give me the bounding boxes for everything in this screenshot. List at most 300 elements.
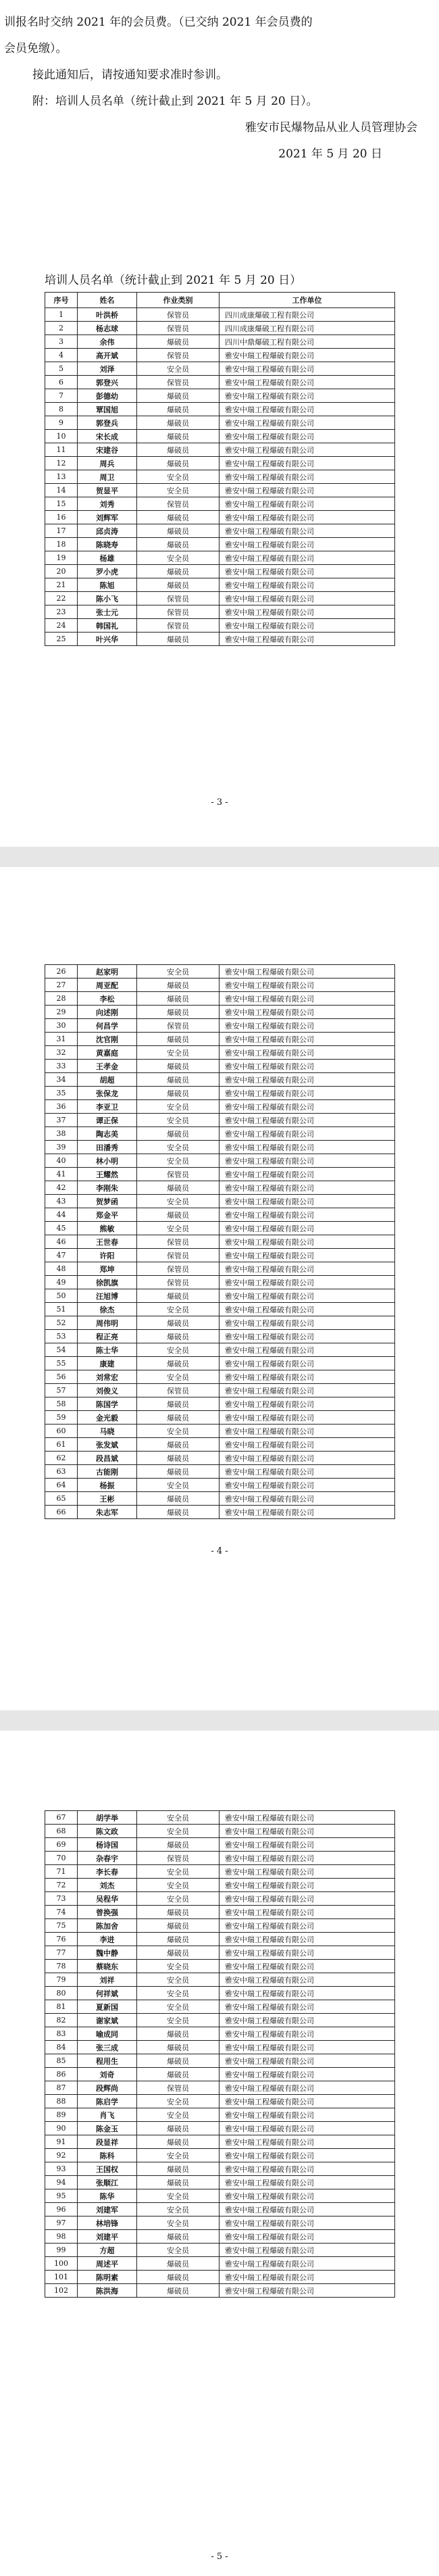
cell-category: 安全员 [137,551,220,565]
roster-body [45,1811,395,2298]
cell-category: 爆破员 [137,1452,220,1465]
cell-employer: 雅安中瑞工程爆破有限公司 [220,349,395,362]
cell-name: 肖飞 [78,2108,137,2122]
cell-name: 周伟明 [78,1316,137,1330]
cell-category: 爆破员 [137,1465,220,1479]
table-row [45,1289,395,1303]
table-row [45,1330,395,1343]
cell-employer: 雅安中瑞工程爆破有限公司 [220,1276,395,1289]
cell-name: 赵家明 [78,965,137,979]
cell-name: 胡学举 [78,1811,137,1825]
cell-category: 爆破员 [137,2054,220,2068]
cell-category: 安全员 [137,1343,220,1357]
cell-employer: 雅安中瑞工程爆破有限公司 [220,1006,395,1019]
cell-employer: 四川成康爆破工程有限公司 [220,308,395,322]
cell-index: 65 [45,1492,78,1506]
table-row [45,2108,395,2122]
page-number: - 4 - [211,1546,228,1556]
cell-name: 郑金平 [78,1208,137,1222]
document-page-4 [0,867,439,1710]
cell-index: 72 [45,1879,78,1892]
roster-table [45,964,395,1519]
cell-name: 余伟 [78,335,137,349]
cell-employer: 雅安中瑞工程爆破有限公司 [220,389,395,403]
cell-category: 爆破员 [137,511,220,524]
cell-name: 李松 [78,992,137,1006]
cell-employer: 四川中鼎爆破工程有限公司 [220,335,395,349]
cell-index: 37 [45,1114,78,1127]
cell-index: 47 [45,1249,78,1262]
cell-name: 陈加舍 [78,1919,137,1933]
cell-employer: 雅安中瑞工程爆破有限公司 [220,633,395,646]
cell-employer: 雅安中瑞工程爆破有限公司 [220,592,395,605]
cell-name: 周卫 [78,470,137,484]
cell-name: 周述平 [78,2257,137,2271]
cell-name: 陈明素 [78,2271,137,2284]
cell-name: 张三成 [78,2041,137,2054]
table-row [45,992,395,1006]
issue-date: 2021 年 5 月 20 日 [278,147,382,161]
cell-index: 7 [45,389,78,403]
cell-employer: 雅安中瑞工程爆破有限公司 [220,1479,395,1492]
cell-name: 陈启学 [78,2095,137,2108]
cell-employer: 雅安中瑞工程爆破有限公司 [220,2081,395,2095]
cell-index: 39 [45,1141,78,1154]
cell-employer: 雅安中瑞工程爆破有限公司 [220,1087,395,1100]
cell-index: 49 [45,1276,78,1289]
cell-employer: 雅安中瑞工程爆破有限公司 [220,2203,395,2216]
header-category: 作业类别 [137,293,220,308]
table-row [45,2189,395,2203]
cell-category: 爆破员 [137,1357,220,1370]
cell-employer: 雅安中瑞工程爆破有限公司 [220,1906,395,1919]
table-row [45,1316,395,1330]
cell-employer: 雅安中瑞工程爆破有限公司 [220,1852,395,1865]
table-row [45,416,395,430]
cell-employer: 雅安中瑞工程爆破有限公司 [220,1330,395,1343]
table-row [45,2135,395,2149]
cell-category: 爆破员 [137,538,220,551]
cell-index: 46 [45,1235,78,1249]
page-number: - 5 - [211,2552,228,2562]
cell-employer: 雅安中瑞工程爆破有限公司 [220,1127,395,1141]
cell-name: 王耀然 [78,1168,137,1181]
cell-category: 爆破员 [137,524,220,538]
cell-category: 爆破员 [137,389,220,403]
table-row [45,430,395,443]
cell-category: 保管员 [137,1262,220,1276]
cell-category: 安全员 [137,1370,220,1384]
cell-category: 安全员 [137,1892,220,1906]
cell-category: 保管员 [137,497,220,511]
cell-category: 爆破员 [137,1330,220,1343]
table-row [45,1208,395,1222]
cell-name: 邱贞涛 [78,524,137,538]
table-row [45,1154,395,1168]
cell-index: 85 [45,2054,78,2068]
cell-index: 23 [45,605,78,619]
cell-index: 9 [45,416,78,430]
table-row [45,1060,395,1073]
cell-index: 43 [45,1195,78,1208]
cell-index: 51 [45,1303,78,1316]
cell-employer: 雅安中瑞工程爆破有限公司 [220,1100,395,1114]
cell-name: 刘辉军 [78,511,137,524]
cell-employer: 雅安中瑞工程爆破有限公司 [220,1195,395,1208]
cell-employer: 雅安中瑞工程爆破有限公司 [220,565,395,578]
cell-index: 27 [45,979,78,992]
cell-name: 杂春宇 [78,1852,137,1865]
cell-employer: 雅安中瑞工程爆破有限公司 [220,1060,395,1073]
cell-employer: 雅安中瑞工程爆破有限公司 [220,1933,395,1946]
cell-employer: 雅安中瑞工程爆破有限公司 [220,1249,395,1262]
cell-employer: 雅安中瑞工程爆破有限公司 [220,497,395,511]
cell-index: 13 [45,470,78,484]
cell-category: 安全员 [137,1960,220,1973]
table-row [45,2054,395,2068]
cell-index: 91 [45,2135,78,2149]
cell-category: 安全员 [137,1303,220,1316]
table-row [45,362,395,376]
cell-index: 61 [45,1438,78,1452]
table-row [45,2257,395,2271]
cell-employer: 雅安中瑞工程爆破有限公司 [220,2271,395,2284]
cell-employer: 雅安中瑞工程爆破有限公司 [220,1411,395,1425]
table-row [45,484,395,497]
table-row [45,1343,395,1357]
table-row [45,524,395,538]
table-row [45,592,395,605]
cell-category: 爆破员 [137,1397,220,1411]
page-number: - 3 - [211,797,228,808]
cell-category: 爆破员 [137,1946,220,1960]
cell-category: 安全员 [137,1425,220,1438]
cell-index: 58 [45,1397,78,1411]
cell-employer: 雅安中瑞工程爆破有限公司 [220,1960,395,1973]
cell-employer: 雅安中瑞工程爆破有限公司 [220,2230,395,2244]
roster-title: 培训人员名单（统计截止到 2021 年 5 月 20 日） [45,274,302,287]
cell-name: 刘泽 [78,362,137,376]
header-name: 姓名 [78,293,137,308]
cell-index: 102 [45,2284,78,2298]
cell-category: 保管员 [137,1168,220,1181]
table-row [45,1838,395,1852]
cell-category: 爆破员 [137,992,220,1006]
cell-employer: 雅安中瑞工程爆破有限公司 [220,1222,395,1235]
cell-employer: 雅安中瑞工程爆破有限公司 [220,2000,395,2014]
table-row [45,605,395,619]
cell-employer: 雅安中瑞工程爆破有限公司 [220,1865,395,1879]
cell-employer: 雅安中瑞工程爆破有限公司 [220,1019,395,1033]
cell-category: 安全员 [137,2216,220,2230]
cell-name: 陈金玉 [78,2122,137,2135]
cell-category: 保管员 [137,592,220,605]
cell-category: 爆破员 [137,1411,220,1425]
cell-name: 郑坤 [78,1262,137,1276]
cell-category: 爆破员 [137,335,220,349]
cell-name: 方超 [78,2244,137,2257]
cell-employer: 四川成康爆破工程有限公司 [220,322,395,335]
cell-index: 67 [45,1811,78,1825]
cell-category: 安全员 [137,1987,220,2000]
table-row [45,1987,395,2000]
cell-index: 101 [45,2271,78,2284]
table-row [45,2244,395,2257]
cell-employer: 雅安中瑞工程爆破有限公司 [220,1397,395,1411]
cell-name: 熊敏 [78,1222,137,1235]
cell-index: 12 [45,457,78,470]
cell-category: 爆破员 [137,2230,220,2244]
cell-name: 向述刚 [78,1006,137,1019]
cell-name: 叶洪桥 [78,308,137,322]
cell-employer: 雅安中瑞工程爆破有限公司 [220,457,395,470]
cell-name: 高开斌 [78,349,137,362]
cell-category: 安全员 [137,470,220,484]
cell-category: 爆破员 [137,2176,220,2189]
cell-employer: 雅安中瑞工程爆破有限公司 [220,524,395,538]
table-row [45,1006,395,1019]
cell-index: 80 [45,1987,78,2000]
document-page-5 [0,1731,439,2576]
cell-employer: 雅安中瑞工程爆破有限公司 [220,1208,395,1222]
cell-category: 安全员 [137,2108,220,2122]
cell-employer: 雅安中瑞工程爆破有限公司 [220,1181,395,1195]
table-row [45,2176,395,2189]
cell-employer: 雅安中瑞工程爆破有限公司 [220,2216,395,2230]
cell-category: 安全员 [137,2014,220,2027]
cell-name: 徐凯旗 [78,1276,137,1289]
cell-category: 安全员 [137,2244,220,2257]
cell-index: 96 [45,2203,78,2216]
cell-name: 张顺江 [78,2176,137,2189]
cell-category: 安全员 [137,362,220,376]
cell-name: 王世春 [78,1235,137,1249]
cell-name: 贺梦函 [78,1195,137,1208]
cell-index: 71 [45,1865,78,1879]
table-row [45,1879,395,1892]
cell-category: 保管员 [137,322,220,335]
cell-employer: 雅安中瑞工程爆破有限公司 [220,403,395,416]
cell-index: 17 [45,524,78,538]
cell-category: 安全员 [137,1114,220,1127]
cell-index: 66 [45,1506,78,1519]
cell-index: 70 [45,1852,78,1865]
cell-name: 刘杰 [78,1879,137,1892]
cell-category: 保管员 [137,619,220,633]
cell-employer: 雅安中瑞工程爆破有限公司 [220,2095,395,2108]
cell-category: 爆破员 [137,1033,220,1046]
cell-name: 刘建平 [78,2230,137,2244]
cell-category: 爆破员 [137,1438,220,1452]
cell-employer: 雅安中瑞工程爆破有限公司 [220,2176,395,2189]
cell-index: 62 [45,1452,78,1465]
cell-category: 爆破员 [137,1006,220,1019]
cell-category: 爆破员 [137,2027,220,2041]
cell-employer: 雅安中瑞工程爆破有限公司 [220,1838,395,1852]
cell-name: 陈小飞 [78,592,137,605]
cell-category: 安全员 [137,1100,220,1114]
notice-line-2: 会员免缴）。 [4,42,68,55]
cell-name: 宋建谷 [78,443,137,457]
cell-employer: 雅安中瑞工程爆破有限公司 [220,1825,395,1838]
table-row [45,1168,395,1181]
cell-employer: 雅安中瑞工程爆破有限公司 [220,2135,395,2149]
cell-category: 安全员 [137,2000,220,2014]
cell-name: 何祥斌 [78,1987,137,2000]
table-row [45,335,395,349]
cell-name: 段辉尚 [78,2081,137,2095]
cell-employer: 雅安中瑞工程爆破有限公司 [220,376,395,389]
table-row [45,2027,395,2041]
header-employer: 工作单位 [220,293,395,308]
cell-category: 安全员 [137,1154,220,1168]
cell-index: 79 [45,1973,78,1987]
cell-name: 黄嘉庭 [78,1046,137,1060]
table-row [45,1452,395,1465]
table-row [45,2230,395,2244]
cell-index: 30 [45,1019,78,1033]
cell-employer: 雅安中瑞工程爆破有限公司 [220,578,395,592]
table-row [45,2149,395,2162]
cell-category: 保管员 [137,1852,220,1865]
cell-category: 安全员 [137,2095,220,2108]
cell-name: 李亚卫 [78,1100,137,1114]
cell-index: 10 [45,430,78,443]
table-row [45,308,395,322]
cell-index: 81 [45,2000,78,2014]
table-row [45,1825,395,1838]
cell-name: 陈国学 [78,1397,137,1411]
table-row [45,1033,395,1046]
cell-employer: 雅安中瑞工程爆破有限公司 [220,362,395,376]
cell-index: 74 [45,1906,78,1919]
cell-index: 19 [45,551,78,565]
cell-name: 胡超 [78,1073,137,1087]
cell-index: 3 [45,335,78,349]
cell-employer: 雅安中瑞工程爆破有限公司 [220,1357,395,1370]
cell-category: 爆破员 [137,443,220,457]
table-row [45,2000,395,2014]
table-row [45,349,395,362]
cell-category: 保管员 [137,1235,220,1249]
cell-index: 98 [45,2230,78,2244]
cell-employer: 雅安中瑞工程爆破有限公司 [220,2284,395,2298]
cell-category: 爆破员 [137,2122,220,2135]
cell-index: 63 [45,1465,78,1479]
cell-employer: 雅安中瑞工程爆破有限公司 [220,2189,395,2203]
roster-body [45,965,395,1519]
cell-name: 马晓 [78,1425,137,1438]
cell-name: 程正亮 [78,1330,137,1343]
cell-index: 86 [45,2068,78,2081]
cell-index: 29 [45,1006,78,1019]
table-row [45,1811,395,1825]
cell-name: 杨志球 [78,322,137,335]
table-row [45,1195,395,1208]
cell-index: 55 [45,1357,78,1370]
cell-category: 爆破员 [137,2162,220,2176]
cell-category: 安全员 [137,2203,220,2216]
table-row [45,457,395,470]
cell-index: 68 [45,1825,78,1838]
cell-employer: 雅安中瑞工程爆破有限公司 [220,416,395,430]
cell-name: 李长春 [78,1865,137,1879]
cell-name: 古能刚 [78,1465,137,1479]
cell-employer: 雅安中瑞工程爆破有限公司 [220,511,395,524]
table-row [45,2284,395,2298]
cell-name: 刘奇 [78,2068,137,2081]
cell-category: 保管员 [137,376,220,389]
cell-category: 爆破员 [137,2135,220,2149]
cell-category: 爆破员 [137,2068,220,2081]
cell-index: 56 [45,1370,78,1384]
cell-index: 20 [45,565,78,578]
cell-category: 爆破员 [137,2257,220,2271]
cell-employer: 雅安中瑞工程爆破有限公司 [220,1946,395,1960]
cell-category: 爆破员 [137,403,220,416]
table-row [45,1276,395,1289]
cell-name: 王彬 [78,1492,137,1506]
cell-name: 郭登兵 [78,416,137,430]
cell-index: 33 [45,1060,78,1073]
cell-employer: 雅安中瑞工程爆破有限公司 [220,1114,395,1127]
table-row [45,1919,395,1933]
cell-category: 安全员 [137,1811,220,1825]
attachment-note: 附：培训人员名单（统计截止到 2021 年 5 月 20 日）。 [32,95,318,108]
cell-name: 叶兴华 [78,633,137,646]
cell-category: 爆破员 [137,1933,220,1946]
cell-name: 王国权 [78,2162,137,2176]
cell-index: 76 [45,1933,78,1946]
cell-employer: 雅安中瑞工程爆破有限公司 [220,2149,395,2162]
table-row [45,1946,395,1960]
table-row [45,389,395,403]
cell-index: 41 [45,1168,78,1181]
cell-name: 李刚朱 [78,1181,137,1195]
notice-line-1: 训报名时交纳 2021 年的会员费。（已交纳 2021 年会员费的 [4,16,313,29]
cell-category: 爆破员 [137,565,220,578]
cell-name: 林培锋 [78,2216,137,2230]
cell-category: 爆破员 [137,1919,220,1933]
cell-name: 谭正保 [78,1114,137,1127]
cell-category: 保管员 [137,605,220,619]
cell-index: 44 [45,1208,78,1222]
cell-name: 刘俊义 [78,1384,137,1397]
cell-index: 73 [45,1892,78,1906]
cell-category: 爆破员 [137,1181,220,1195]
cell-category: 保管员 [137,308,220,322]
cell-index: 1 [45,308,78,322]
cell-index: 89 [45,2108,78,2122]
cell-category: 安全员 [137,1879,220,1892]
cell-name: 陈士华 [78,1343,137,1357]
cell-employer: 雅安中瑞工程爆破有限公司 [220,1154,395,1168]
cell-name: 吴程华 [78,1892,137,1906]
cell-index: 87 [45,2081,78,2095]
cell-name: 刘秀 [78,497,137,511]
cell-name: 沈官刚 [78,1033,137,1046]
cell-name: 杨振 [78,1479,137,1492]
cell-employer: 雅安中瑞工程爆破有限公司 [220,1919,395,1933]
cell-name: 覃国旭 [78,403,137,416]
cell-index: 77 [45,1946,78,1960]
table-row [45,578,395,592]
cell-index: 53 [45,1330,78,1343]
cell-name: 陈晓寿 [78,538,137,551]
table-row [45,551,395,565]
table-row [45,1438,395,1452]
cell-index: 40 [45,1154,78,1168]
